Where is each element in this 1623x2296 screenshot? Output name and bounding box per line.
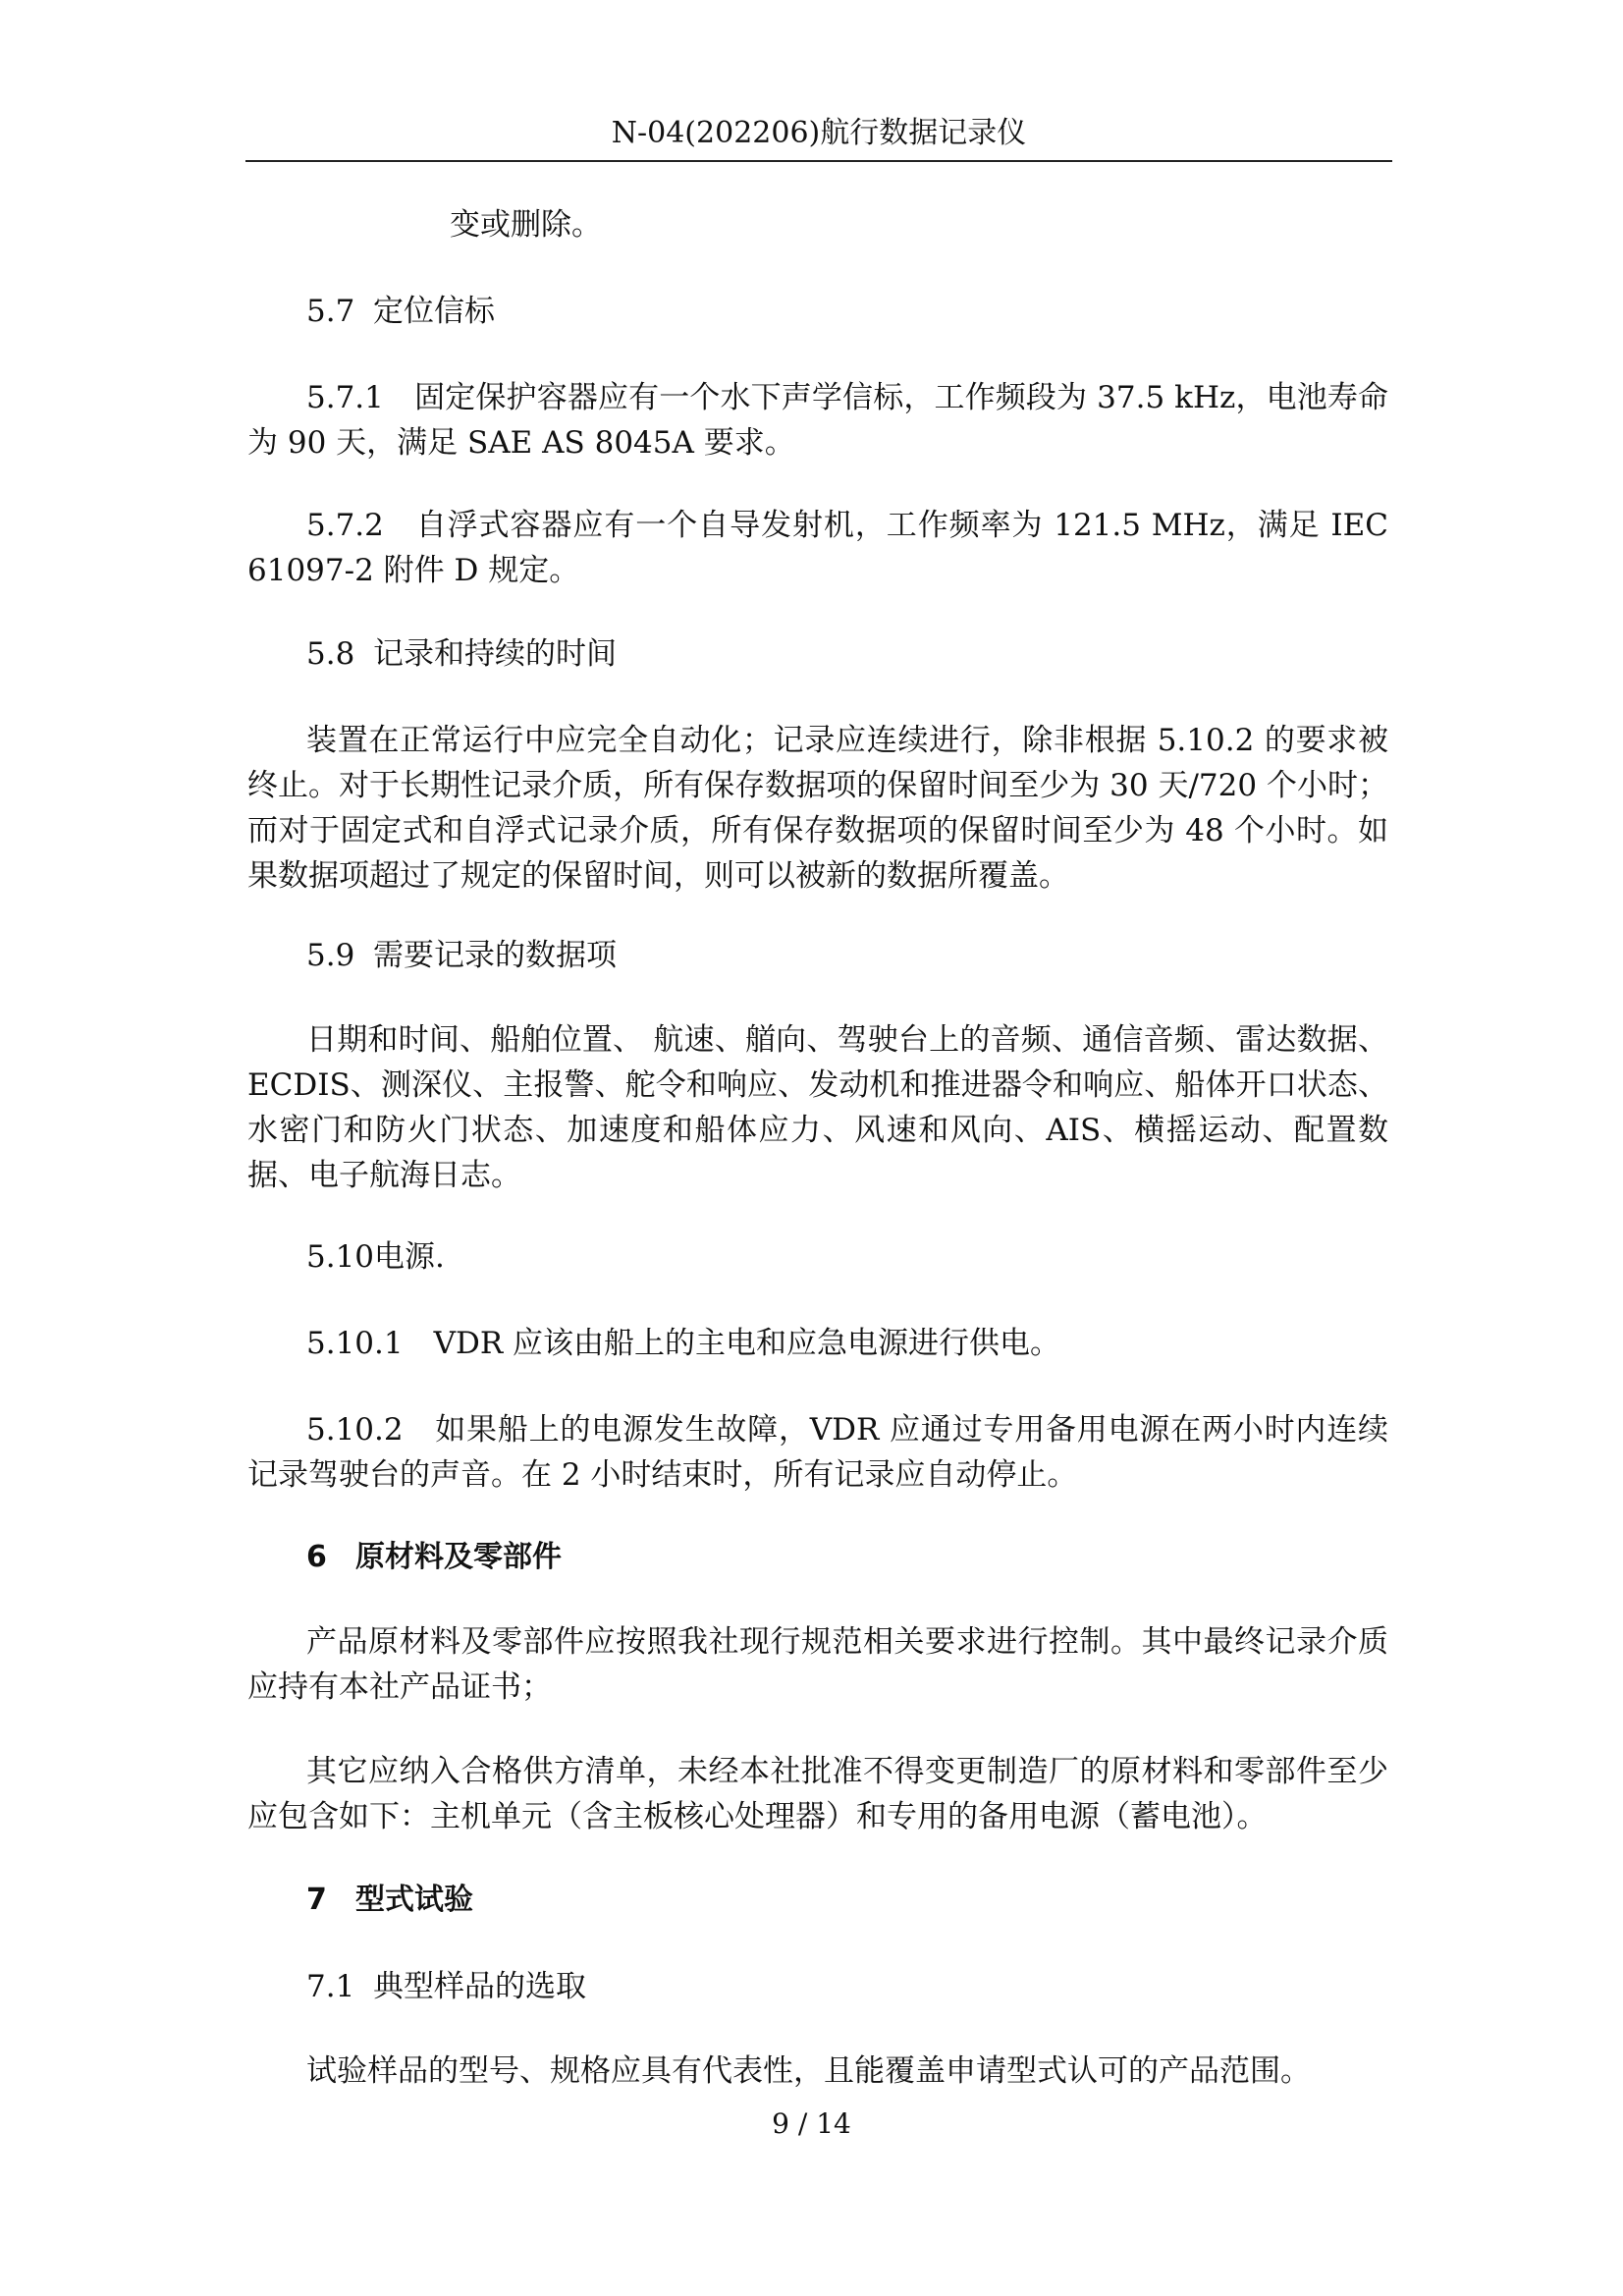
section-number: 5.7 <box>306 294 355 329</box>
page-number: 9 / 14 <box>772 2107 851 2140</box>
paragraph-5-8: 装置在正常运行中应完全自动化；记录应连续进行，除非根据 5.10.2 的要求被终止。对于长期性记录介质，所有保存数据项的保留时间至少为 30 天/720 个小时；而对于固定式和自浮式记录介质，所有保存数据项的保留时间至少为 48 个小时。如果数据项超过了规定的保留时间，则可以被新的数据所覆盖。 <box>247 723 1388 894</box>
section-title: 记录和持续的时间 <box>373 636 617 672</box>
section-title: 原材料及零部件 <box>355 1540 562 1574</box>
section-number: 5.10 <box>306 1239 375 1275</box>
section-heading-5-10 <box>306 1234 445 1280</box>
section-heading-6 <box>306 1535 562 1580</box>
paragraph-5-10-2: 5.10.2 如果船上的电源发生故障，VDR 应通过专用备用电源在两小时内连续记录驾驶台的声音。在 2 小时结束时，所有记录应自动停止。 <box>247 1412 1388 1493</box>
paragraph-6-b: 其它应纳入合格供方清单，未经本社批准不得变更制造厂的原材料和零部件至少应包含如下：主机单元（含主板核心处理器）和专用的备用电源（蓄电池）。 <box>247 1754 1388 1834</box>
section-heading-5-7 <box>306 289 495 334</box>
section-title: 定位信标 <box>373 294 495 329</box>
section-number: 5.8 <box>306 636 355 672</box>
section-heading-5-9 <box>306 933 617 978</box>
section-title: 需要记录的数据项 <box>373 938 617 973</box>
section-number: 6 <box>306 1540 327 1574</box>
section-heading-5-8 <box>306 631 617 677</box>
section-title: 典型样品的选取 <box>373 1969 586 2004</box>
header-divider <box>245 160 1392 162</box>
paragraph-5-7-2: 5.7.2 自浮式容器应有一个自导发射机，工作频率为 121.5 MHz，满足 IEC 61097-2 附件 D 规定。 <box>247 508 1388 588</box>
paragraph-5-9: 日期和时间、船舶位置、 航速、艏向、驾驶台上的音频、通信音频、雷达数据、ECDIS、测深仪、主报警、舵令和响应、发动机和推进器令和响应、船体开口状态、水密门和防火门状态、加速度和船体应力、风速和风向、AIS、横摇运动、配置数据、电子航海日志。 <box>247 1022 1388 1193</box>
section-heading-7 <box>306 1878 473 1923</box>
header-title: N-04(202206)航行数据记录仪 <box>611 116 1027 150</box>
paragraph-5-7-1: 5.7.1 固定保护容器应有一个水下声学信标，工作频段为 37.5 kHz，电池寿命为 90 天，满足 SAE AS 8045A 要求。 <box>247 380 1388 461</box>
section-heading-7-1 <box>306 1964 586 2009</box>
paragraph-continued: 变或删除。 <box>450 207 602 243</box>
paragraph-7-1: 试验样品的型号、规格应具有代表性，且能覆盖申请型式认可的产品范围。 <box>306 2053 1311 2089</box>
section-number: 7.1 <box>306 1969 355 2004</box>
section-number: 7 <box>306 1883 327 1917</box>
paragraph-5-10-1: 5.10.1 VDR 应该由船上的主电和应急电源进行供电。 <box>306 1326 1061 1361</box>
section-title: 电源. <box>374 1239 445 1275</box>
section-title: 型式试验 <box>355 1883 473 1917</box>
section-number: 5.9 <box>306 938 355 973</box>
paragraph-6-a: 产品原材料及零部件应按照我社现行规范相关要求进行控制。其中最终记录介质应持有本社产品证书； <box>247 1624 1388 1705</box>
